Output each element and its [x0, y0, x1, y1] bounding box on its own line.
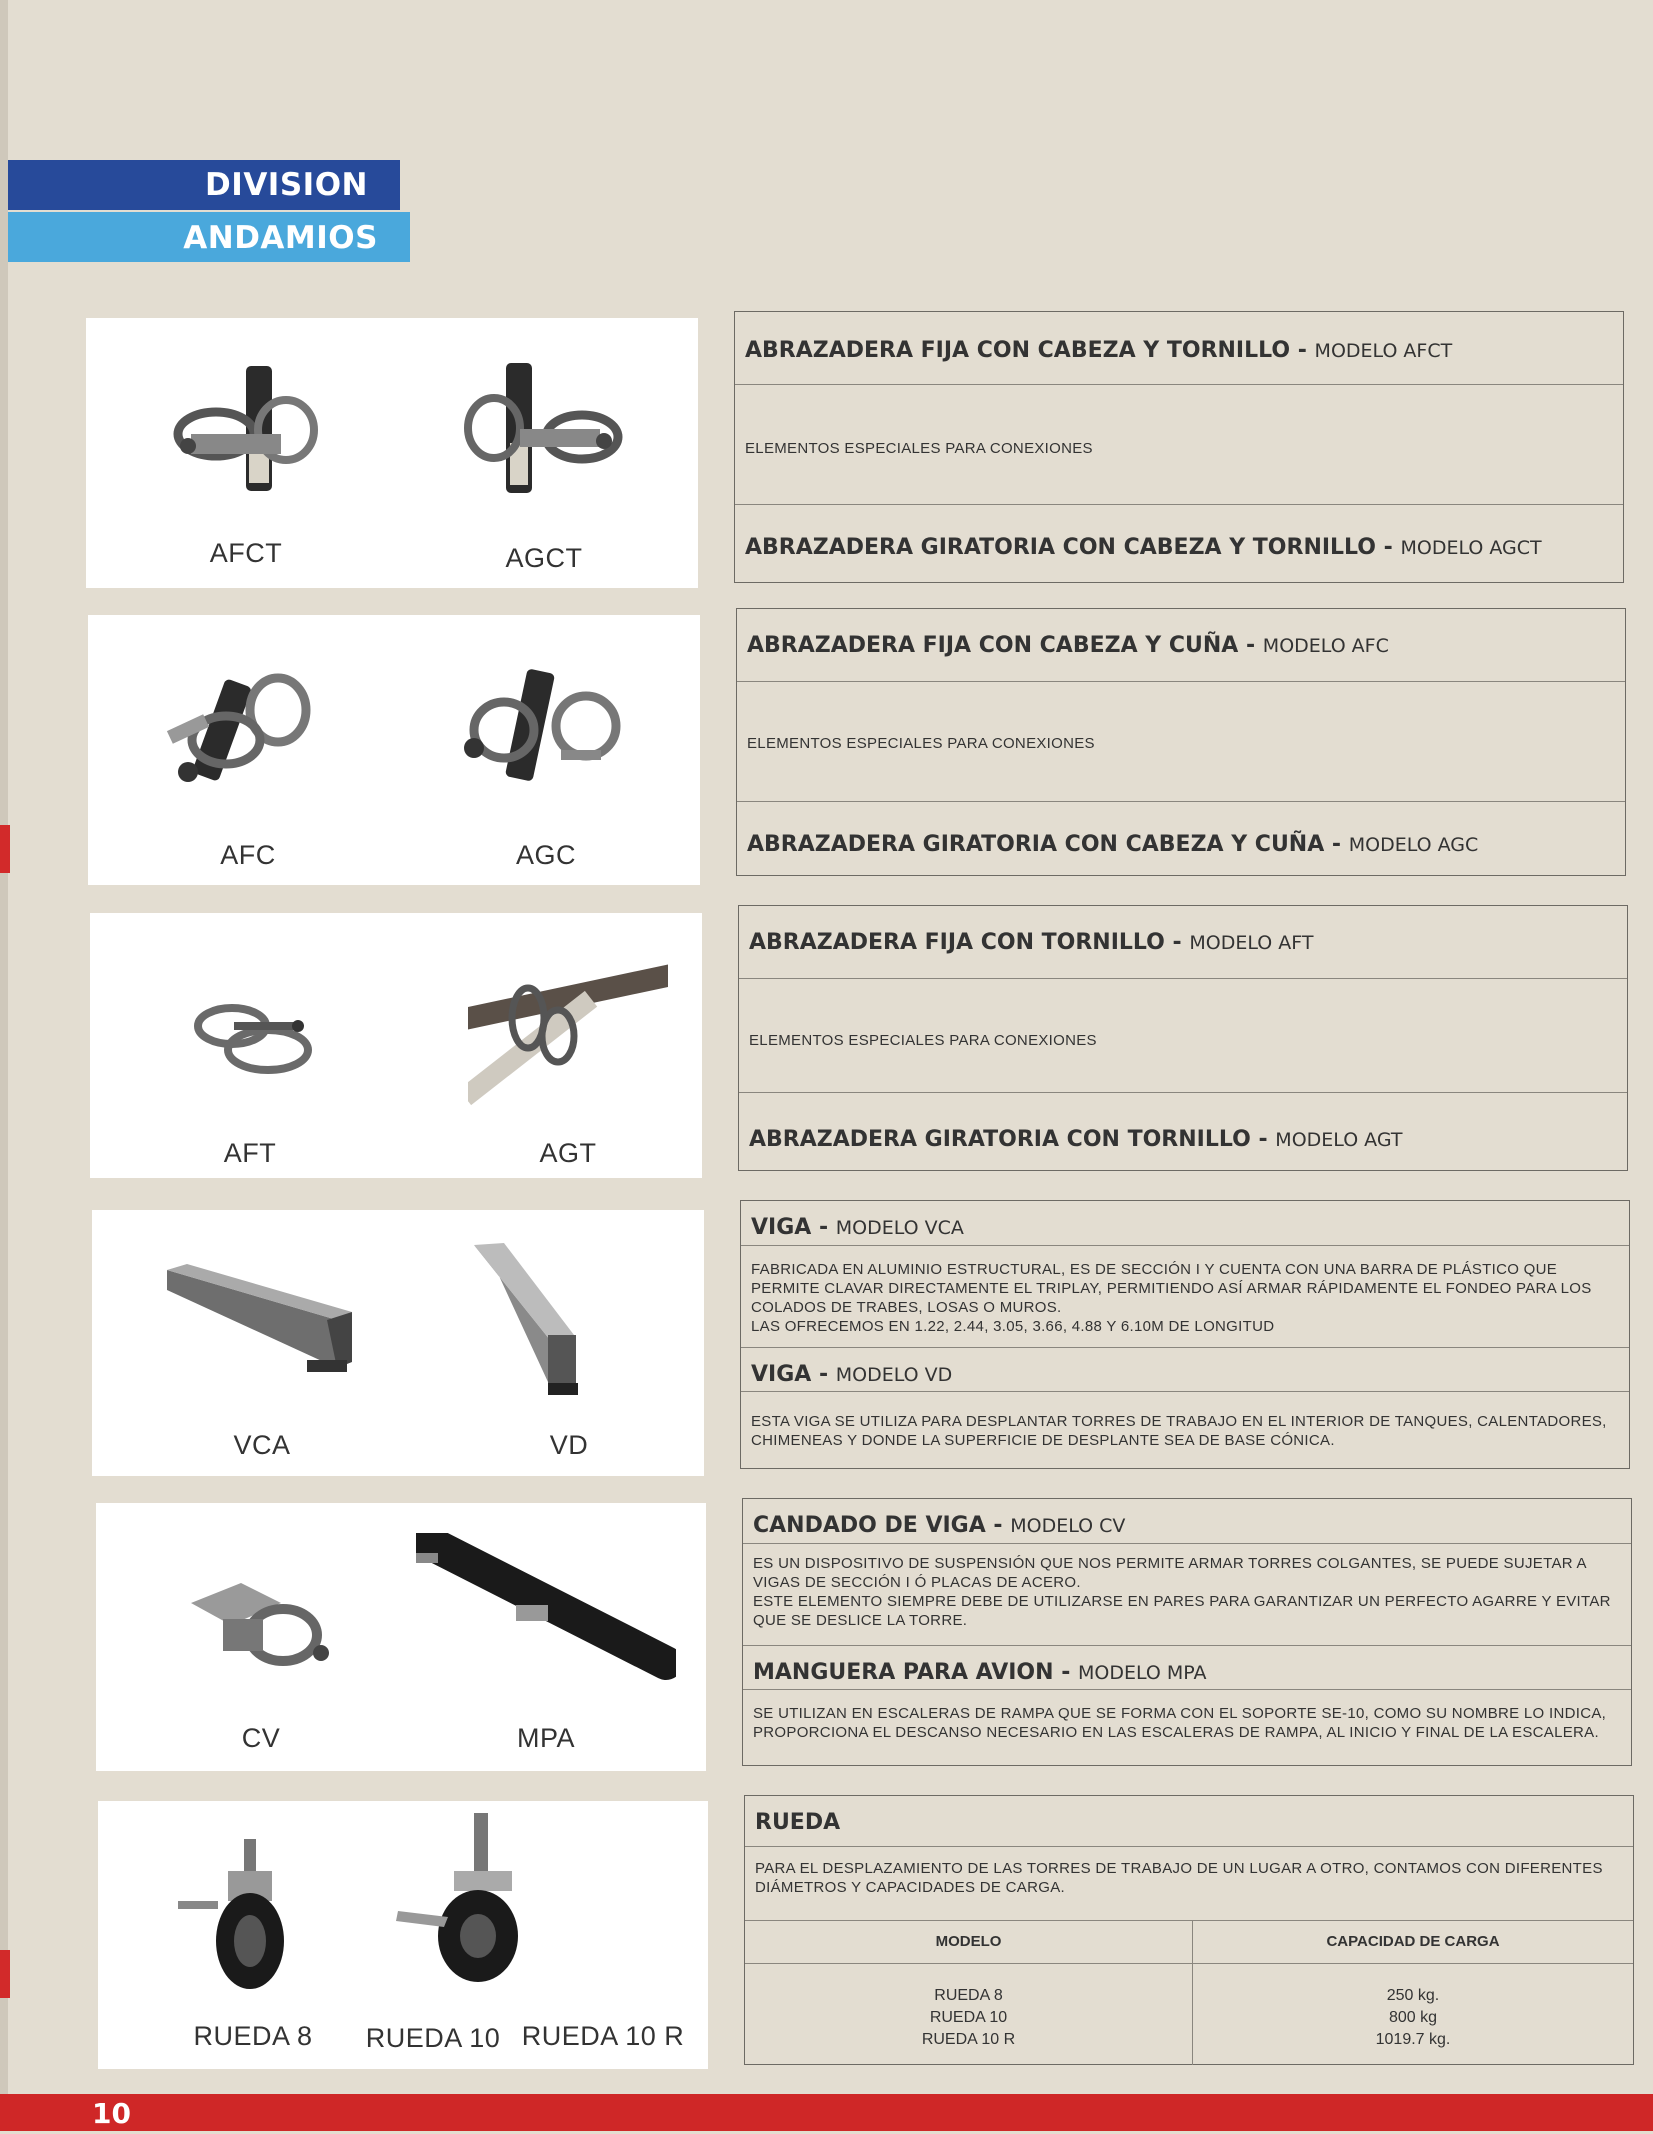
product-image-panel [98, 1801, 708, 2069]
hose-mpa-illustration [416, 1533, 676, 1703]
table-row-model: RUEDA 10 [929, 2008, 1008, 2026]
product-rueda-8 [178, 1831, 328, 2061]
beam-vca-illustration [157, 1250, 367, 1400]
spec-title-row [739, 906, 1627, 978]
spec-desc-row [741, 1391, 1629, 1467]
column-header-model: MODELO [745, 1921, 1193, 1963]
column-header-capacity: CAPACIDAD DE CARGA [1193, 1921, 1634, 1963]
capacity-table [745, 1921, 1633, 2065]
table-row-model: RUEDA 10 R [921, 2030, 1016, 2048]
product-label: VCA [233, 1430, 291, 1460]
product-afc [148, 640, 348, 880]
spec-desc-row [735, 384, 1623, 514]
page-edge [0, 0, 8, 2131]
spec-title: ABRAZADERA FIJA CON CABEZA Y CUÑA - MODELO AFC [747, 633, 1389, 658]
spec-box-aft [738, 905, 1628, 1171]
spec-desc-row [743, 1543, 1631, 1645]
product-vca [157, 1250, 367, 1470]
product-image-panel [90, 913, 702, 1178]
table-row-capacity: 1019.7 kg. [1375, 2030, 1451, 2048]
clamp-aft-illustration [150, 938, 350, 1108]
spec-title: ABRAZADERA GIRATORIA CON CABEZA Y CUÑA - MODELO AGC [747, 832, 1479, 857]
product-label: VD [549, 1430, 589, 1460]
spec-title-row [745, 1796, 1633, 1846]
spec-description: SE UTILIZAN EN ESCALERAS DE RAMPA QUE SE FORMA CON EL SOPORTE SE-10, COMO SU NOMBRE LO INDICA, PROPORCIONA EL DESCANSO NECESARIO EN LAS ESCALERAS DE RAMPA, AL INICIO Y FINAL DE LA ESCALERA. [753, 1705, 1607, 1741]
clamp-agct-illustration [444, 333, 644, 523]
spec-title-row [737, 609, 1625, 681]
spec-title: ABRAZADERA GIRATORIA CON TORNILLO - MODELO AGT [749, 1127, 1403, 1152]
table-row-model: RUEDA 8 [934, 1986, 1003, 2004]
capacity-cell [1193, 1963, 1634, 2065]
spec-box-candado [742, 1498, 1632, 1766]
spec-description: ELEMENTOS ESPECIALES PARA CONEXIONES [747, 735, 1095, 752]
spec-title-row [739, 1092, 1627, 1170]
spec-title: VIGA - MODELO VCA [751, 1215, 964, 1240]
spec-description: ELEMENTOS ESPECIALES PARA CONEXIONES [745, 440, 1093, 457]
spec-desc-row [737, 681, 1625, 809]
product-label: RUEDA 10 R [521, 2021, 685, 2051]
product-label: RUEDA 10 [365, 2023, 501, 2053]
clamp-agc-illustration [446, 640, 646, 820]
product-agt [468, 938, 668, 1173]
division-band: DIVISION [8, 160, 400, 210]
product-label: AGCT [505, 543, 583, 573]
product-label: AGC [515, 840, 576, 870]
clamp-agt-illustration [468, 938, 668, 1108]
product-label: AFCT [209, 538, 283, 568]
product-afct [146, 338, 346, 578]
spec-description-note: ESTE ELEMENTO SIEMPRE DEBE DE UTILIZARSE EN PARES PARA GARANTIZAR UN PERFECTO AGARRE Y EVITAR QUE SE DESLICE LA TORRE. [753, 1593, 1611, 1629]
spec-title: ABRAZADERA FIJA CON TORNILLO - MODELO AFT [749, 930, 1314, 955]
spec-box-rueda [744, 1795, 1634, 2065]
section-band: ANDAMIOS [8, 212, 410, 262]
edge-marker [0, 1950, 10, 1998]
edge-marker [0, 825, 10, 873]
spec-title: VIGA - MODELO VD [751, 1362, 953, 1387]
product-agc [446, 640, 646, 880]
spec-box-afct [734, 311, 1624, 583]
spec-description: ELEMENTOS ESPECIALES PARA CONEXIONES [749, 1032, 1097, 1049]
clamp-afct-illustration [146, 338, 346, 528]
page-number: 10 [92, 2097, 131, 2130]
product-aft [150, 938, 350, 1173]
spec-desc-row [739, 978, 1627, 1106]
clamp-afc-illustration [148, 640, 348, 820]
table-row-capacity: 800 kg [1388, 2008, 1438, 2026]
product-image-panel [86, 318, 698, 588]
product-label: AFT [223, 1138, 277, 1168]
spec-box-viga [740, 1200, 1630, 1469]
spec-title: CANDADO DE VIGA - MODELO CV [753, 1513, 1126, 1538]
product-label: MPA [516, 1723, 575, 1753]
product-image-panel [88, 615, 700, 885]
spec-description: ESTA VIGA SE UTILIZA PARA DESPLANTAR TORRES DE TRABAJO EN EL INTERIOR DE TANQUES, CALENTADORES, CHIMENEAS Y DONDE LA SUPERFICIE DE DESPLANTE SEA DE BASE CÓNICA. [751, 1413, 1607, 1449]
product-vd [464, 1235, 674, 1470]
spec-title-row [737, 801, 1625, 875]
product-image-panel [92, 1210, 704, 1476]
beam-clamp-cv-illustration [171, 1563, 351, 1693]
spec-title-row [743, 1645, 1631, 1689]
beam-vd-illustration [464, 1235, 674, 1405]
product-cv [171, 1563, 351, 1763]
spec-description: ES UN DISPOSITIVO DE SUSPENSIÓN QUE NOS PERMITE ARMAR TORRES COLGANTES, SE PUEDE SUJETAR A VIGAS DE SECCIÓN I Ó PLACAS DE ACERO. [753, 1555, 1587, 1591]
spec-title: MANGUERA PARA AVION - MODELO MPA [753, 1660, 1207, 1685]
spec-description: FABRICADA EN ALUMINIO ESTRUCTURAL, ES DE SECCIÓN I Y CUENTA CON UNA BARRA DE PLÁSTICO QUE PERMITE CLAVAR DIRECTAMENTE EL TRIPLAY, PERMITIENDO ASÍ ARMAR RÁPIDAMENTE EL FONDEO PARA LOS COLADOS DE TRABES, LOSAS O MUROS. [751, 1261, 1592, 1316]
spec-description-length: LAS OFRECEMOS EN 1.22, 2.44, 3.05, 3.66, 4.88 Y 6.10M DE LONGITUD [751, 1318, 1275, 1335]
capacity-table-row [745, 1920, 1633, 2064]
spec-description: PARA EL DESPLAZAMIENTO DE LAS TORRES DE TRABAJO DE UN LUGAR A OTRO, CONTAMOS CON DIFERENTES DIÁMETROS Y CAPACIDADES DE CARGA. [755, 1860, 1603, 1896]
model-cell [745, 1963, 1193, 2065]
spec-desc-row [743, 1689, 1631, 1765]
spec-box-afc [736, 608, 1626, 876]
product-rueda-10-r [518, 1811, 688, 2061]
spec-title: ABRAZADERA GIRATORIA CON CABEZA Y TORNILLO - MODELO AGCT [745, 535, 1542, 560]
product-label: AFC [220, 840, 276, 870]
spec-title-row [735, 312, 1623, 384]
footer-bar [0, 2094, 1653, 2131]
product-rueda-10 [358, 1811, 508, 2061]
spec-title-row [741, 1201, 1629, 1245]
spec-title: ABRAZADERA FIJA CON CABEZA Y TORNILLO - MODELO AFCT [745, 338, 1453, 363]
product-agct [444, 333, 644, 578]
product-image-panel [96, 1503, 706, 1771]
spec-title-row [735, 504, 1623, 582]
spec-title: RUEDA [755, 1810, 841, 1835]
product-label: CV [241, 1723, 281, 1753]
spec-desc-row [745, 1846, 1633, 1920]
product-label: AGT [539, 1138, 597, 1168]
table-row-capacity: 250 kg. [1386, 1986, 1440, 2004]
wheel-rueda-8-illustration [178, 1831, 328, 2001]
spec-title-row [743, 1499, 1631, 1543]
spec-desc-row [741, 1245, 1629, 1347]
product-label: RUEDA 8 [193, 2021, 313, 2051]
product-mpa [416, 1533, 676, 1763]
spec-title-row [741, 1347, 1629, 1391]
